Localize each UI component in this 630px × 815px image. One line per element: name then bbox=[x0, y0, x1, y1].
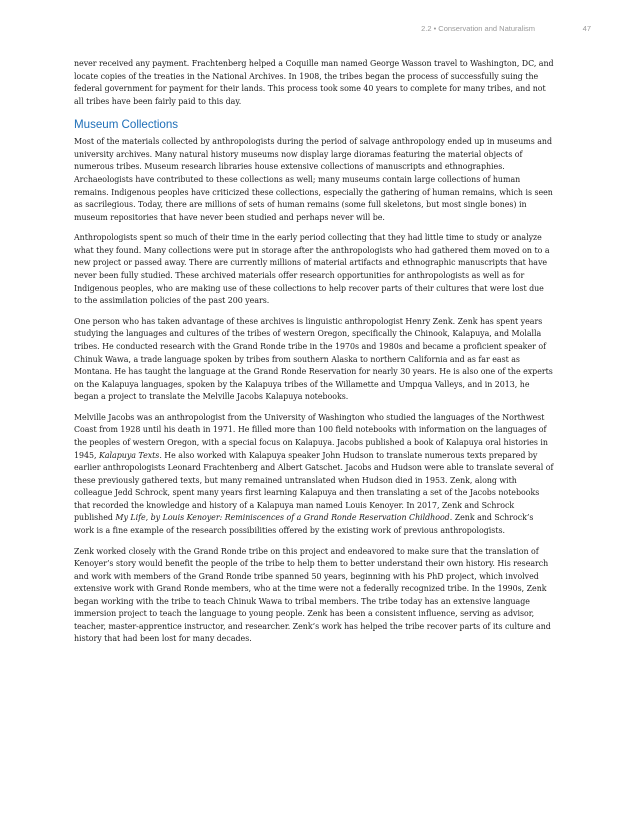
book-title: Kalapuya Texts bbox=[98, 450, 160, 460]
paragraph: Anthropologists spent so much of their time in the early period collecting that they had little time to study or analyze what they found. Many collections were put in storage after the anthropologists who had gathered them moved on to a new project or passed away. There are currently millions of material artifacts and ethnographic manuscripts that have never been fully studied. These archived materials offer research opportunities for anthropologists as well as for Indigenous peoples, who are making use of these collections to help recover parts of their cultures that were lost due to the assimilation policies of the past 200 years. bbox=[74, 233, 550, 306]
paragraph: Zenk worked closely with the Grand Ronde tribe on this project and endeavored to make sure that the translation of Kenoyer’s story would benefit the people of the tribe to help them to better understand their own history. His research and work with members of the Grand Ronde tribe spanned 50 years, beginning with his PhD project, which involved extensive work with Grand Ronde members, who at the time were not a federally recognized tribe. In the 1990s, Zenk began working with the tribe to teach Chinuk Wawa to tribal members. The tribe today has an extensive language immersion project to teach the language to young people. Zenk has been a consistent influence, serving as advisor, teacher, master-apprentice instructor, and researcher. Zenk’s work has helped the tribe recover parts of its culture and history that had been lost for many decades. bbox=[74, 546, 551, 644]
paragraph: never received any payment. Frachtenberg helped a Coquille man named George Wasson travel to Washington, DC, and locate copies of the treaties in the National Archives. In 1908, the tribes began the process of successfully suing the federal government for payment for their lands. This process took some 40 years to complete for many tribes, and not all tribes have been fairly paid to this day. bbox=[74, 59, 554, 106]
paragraph-text: . Zenk and Schrock’s work is a fine example of the research possibilities offered by the existing work of previous anthropologists. bbox=[74, 513, 534, 535]
page-body bbox=[74, 58, 554, 654]
section-heading: Museum Collections bbox=[74, 118, 179, 132]
running-head bbox=[0, 24, 630, 38]
paragraph bbox=[74, 412, 554, 537]
paragraph-text: Melville Jacobs was an anthropologist from the University of Washington who studied the languages of the Northwest Coast from 1928 until his death in 1971. He filled more than 100 field notebooks with information on the languages of the peoples of western Oregon, with a special focus on Kalapuya. Jacobs published a book of Kalapuya oral histories in 1945, bbox=[74, 412, 548, 460]
book-title: My Life, by Louis Kenoyer: Reminiscences of a Grand Ronde Reservation Childhood bbox=[115, 513, 450, 523]
paragraph: One person who has taken advantage of these archives is linguistic anthropologist Henry Zenk. Zenk has spent years studying the languages and cultures of the tribes of western Oregon, specifically the Chinook, Kalapuya, and Molalla tribes. He conducted research with the Grand Ronde tribe in the 1970s and 1980s and became a proficient speaker of Chinuk Wawa, a trade language spoken by tribes from southern Alaska to northern California and as far east as Montana. He has taught the language at the Grand Ronde Reservation for nearly 30 years. He is also one of the experts on the Kalapuya languages, spoken by the Kalapuya tribes of the Willamette and Umpqua Valleys, and in 2013, he began a project to translate the Melville Jacobs Kalapuya notebooks. bbox=[74, 316, 553, 402]
paragraph-text: . He also worked with Kalapuya speaker John Hudson to translate numerous texts prepared by earlier anthropologists Leonard Frachtenberg and Albert Gatschet. Jacobs and Hudson were able to translate several of these previously gathered texts, but many remained untranslated when Hudson died in 1953. Zenk, along with colleague Jedd Schrock, spent many years first learning Kalapuya and then translating a set of the Jacobs notebooks that recorded the knowledge and history of a Kalapuya man named Louis Kenoyer. In 2017, Zenk and Schrock published bbox=[74, 450, 554, 523]
paragraph: Most of the materials collected by anthropologists during the period of salvage anthropology ended up in museums and university archives. Many natural history museums now display large dioramas featuring the material objects of numerous tribes. Museum research libraries house extensive collections of manuscripts and ethnographies. Archaeologists have contributed to these collections as well; many museums contain large collections of human remains. Indigenous peoples have criticized these collections, especially the gathering of human remains, which is seen as sacrilegious. Today, there are millions of sets of human remains (some full skeletons, but most single bones) in museum repositories that have never been studied and perhaps never will be. bbox=[74, 137, 553, 222]
page-number: 47 bbox=[582, 24, 591, 33]
running-head-section: 2.2 • Conservation and Naturalism bbox=[421, 24, 535, 33]
